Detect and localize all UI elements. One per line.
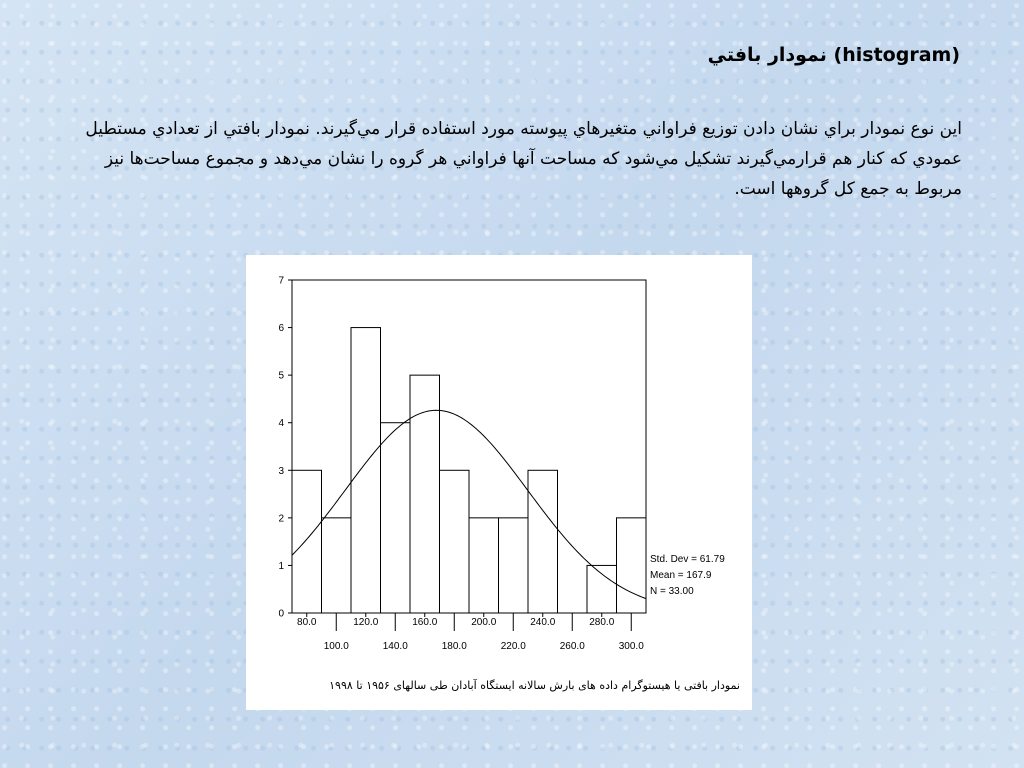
histogram-bar xyxy=(351,328,381,613)
y-tick-label: 4 xyxy=(278,418,284,430)
slide-title: (histogram) نمودار بافتي xyxy=(707,44,960,66)
histogram-bar xyxy=(292,470,322,613)
x-tick-label: 300.0 xyxy=(618,641,644,652)
histogram-bar xyxy=(469,518,499,613)
x-tick-label: 240.0 xyxy=(530,617,556,628)
histogram-bar xyxy=(410,375,440,613)
x-tick-label: 260.0 xyxy=(559,641,585,652)
x-tick-label: 220.0 xyxy=(500,641,526,652)
y-tick-label: 0 xyxy=(278,608,284,620)
x-tick-label: 200.0 xyxy=(471,617,497,628)
x-tick-label: 80.0 xyxy=(297,617,317,628)
histogram-bar xyxy=(381,423,411,613)
histogram-bar xyxy=(322,518,352,613)
x-tick-label: 280.0 xyxy=(589,617,615,628)
stat-std-dev: Std. Dev = 61.79 xyxy=(650,554,725,565)
slide-paragraph: اين نوع نمودار براي نشان دادن توزيع فراواني متغيرهاي پيوسته مورد استفاده قرار مي‌گيرند. نمودار بافتي از تعدادي مستطيل عمودي كه كنار هم قرارمي‌گيرند تشكيل مي‌شود كه مساحت آنها فراواني هر گروه را نشان مي‌دهد و مجموع مساحت‌ها نيز مربوط به جمع كل گروهها است. xyxy=(85,119,962,199)
y-tick-label: 1 xyxy=(278,560,284,572)
x-tick-label: 180.0 xyxy=(441,641,467,652)
y-tick-label: 7 xyxy=(278,275,284,287)
stat-n: N = 33.00 xyxy=(650,586,694,597)
histogram-chart xyxy=(246,255,752,710)
figure-caption: نمودار بافتی یا هیستوگرام داده های بارش سالانه ایستگاه آبادان طی سالهای ۱۹۵۶ تا ۱۹۹۸ xyxy=(329,679,740,692)
stat-mean: Mean = 167.9 xyxy=(650,570,712,581)
histogram-bar xyxy=(617,518,647,613)
histogram-bar xyxy=(440,470,470,613)
y-tick-label: 3 xyxy=(278,465,284,477)
histogram-bar xyxy=(528,470,558,613)
y-tick-label: 5 xyxy=(278,370,284,382)
x-tick-label: 120.0 xyxy=(353,617,379,628)
histogram-bar xyxy=(499,518,529,613)
histogram-bar xyxy=(587,565,617,613)
stats-box xyxy=(650,552,725,600)
y-tick-label: 2 xyxy=(278,513,284,525)
x-tick-label: 140.0 xyxy=(382,641,408,652)
histogram-figure xyxy=(246,255,752,710)
y-tick-label: 6 xyxy=(278,323,284,335)
x-tick-label: 100.0 xyxy=(323,641,349,652)
x-tick-label: 160.0 xyxy=(412,617,438,628)
